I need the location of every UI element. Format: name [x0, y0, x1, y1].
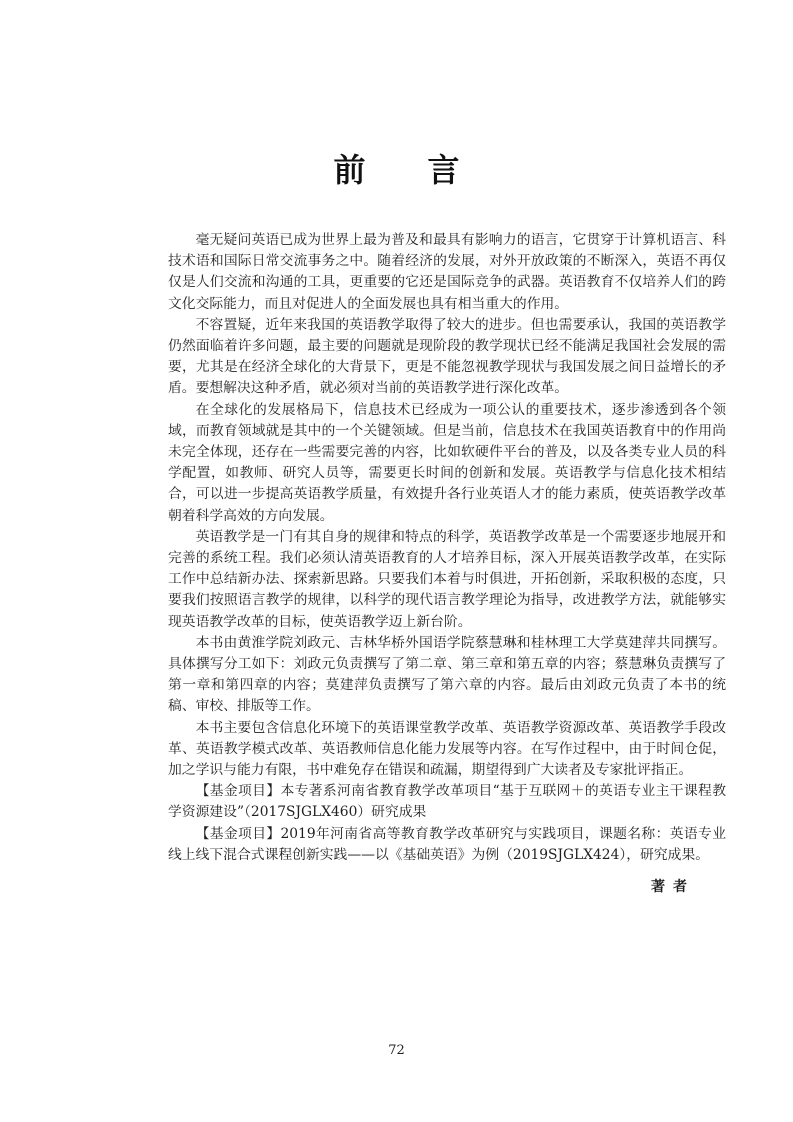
page-title: 前言	[333, 151, 522, 189]
paragraph: 在全球化的发展格局下，信息技术已经成为一项公认的重要技术，逐步渗透到各个领域，而教育领域就是其中的一个关键领域。但是当前，信息技术在我国英语教育中的作用尚未完全体现，还存在一些需要完善的内容，比如软硬件平台的普及，以及各类专业人员的科学配置，如教师、研究人员等，需要更长时间的创新和发展。英语教学与信息化技术相结合，可以进一步提高英语教学质量，有效提升各行业英语人才的能力素质，使英语教学改革朝着科学高效的方向发展。	[168, 401, 726, 524]
funding-note: 【基金项目】本专著系河南省教育教学改革项目“基于互联网＋的英语专业主干课程教学资源建设”（2017SJGLX460）研究成果	[168, 783, 726, 821]
paragraph: 本书由黄淮学院刘政元、吉林华桥外国语学院蔡慧琳和桂林理工大学莫建萍共同撰写。具体撰写分工如下：刘政元负责撰写了第二章、第三章和第五章的内容；蔡慧琳负责撰写了第一章和第四章的内容；莫建萍负责撰写了第六章的内容。最后由刘政元负责了本书的统稿、审校、排版等工作。	[168, 634, 726, 715]
author-signature: 著者	[651, 879, 695, 895]
paragraph: 本书主要包含信息化环境下的英语课堂教学改革、英语教学资源改革、英语教学手段改革、英语教学模式改革、英语教师信息化能力发展等内容。在写作过程中，由于时间仓促，加之学识与能力有限，书中难免存在错误和疏漏，期望得到广大读者及专家批评指正。	[168, 719, 726, 779]
paragraph: 英语教学是一门有其自身的规律和特点的科学，英语教学改革是一个需要逐步地展开和完善的系统工程。我们必须认清英语教育的人才培养目标，深入开展英语教学改革，在实际工作中总结新办法、探索新思路。只要我们本着与时俱进，开拓创新，采取积极的态度，只要我们按照语言教学的规律，以科学的现代语言教学理论为指导，改进教学方法，就能够实现英语教学改革的目标，使英语教学迈上新台阶。	[168, 528, 726, 630]
page-number: 72	[388, 1043, 405, 1058]
preface-body	[168, 230, 726, 866]
paragraph: 毫无疑问英语已成为世界上最为普及和最具有影响力的语言，它贯穿于计算机语言、科技术语和国际日常交流事务之中。随着经济的发展，对外开放政策的不断深入，英语不再仅仅是人们交流和沟通的工具，更重要的它还是国际竞争的武器。英语教育不仅培养人们的跨文化交际能力，而且对促进人的全面发展也具有相当重大的作用。	[168, 232, 726, 312]
funding-note: 【基金项目】2019年河南省高等教育教学改革研究与实践项目，课题名称：英语专业线上线下混合式课程创新实践——以《基础英语》为例（2019SJGLX424），研究成果。	[168, 825, 726, 863]
paragraph: 不容置疑，近年来我国的英语教学取得了较大的进步。但也需要承认，我国的英语教学仍然面临着许多问题，最主要的问题就是现阶段的教学现状已经不能满足我国社会发展的需要，尤其是在经济全球化的大背景下，更是不能忽视教学现状与我国发展之间日益增长的矛盾。要想解决这种矛盾，就必须对当前的英语教学进行深化改革。	[168, 316, 726, 397]
